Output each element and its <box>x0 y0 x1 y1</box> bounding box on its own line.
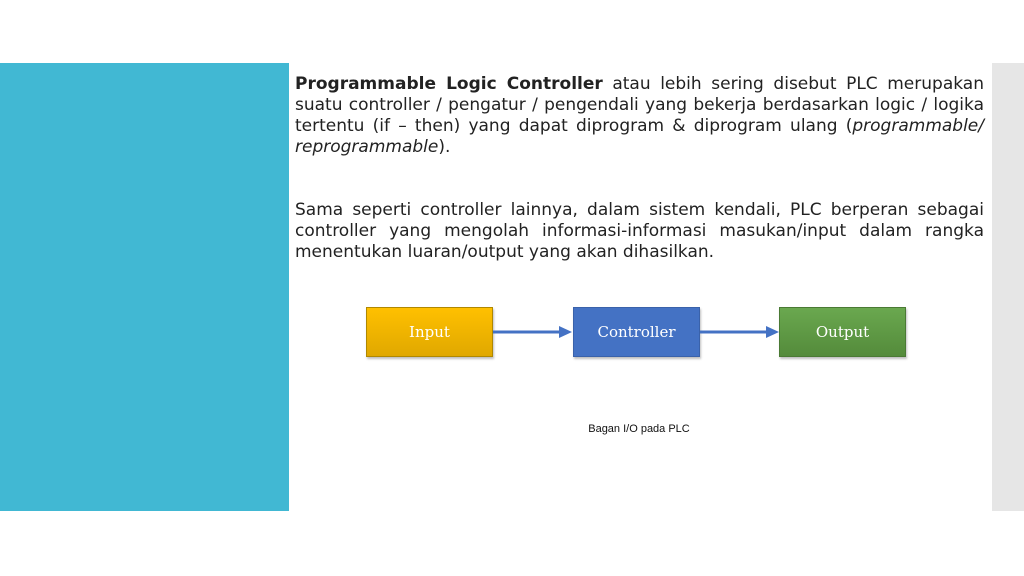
output-box: Output <box>779 307 906 357</box>
input-box: Input <box>366 307 493 357</box>
slide-content <box>295 74 984 263</box>
left-accent-band <box>0 63 289 511</box>
definition-tail: ). <box>438 137 451 157</box>
arrow-input-to-controller <box>493 322 573 342</box>
definition-text: atau lebih sering disebut PLC merupakan suatu controller / pengatur / pengendali yang bekerja berdasarkan logic / logika tertentu (if – then) yang dapat diprogram & diprogram ulang ( <box>295 74 984 136</box>
programmable-term: programmable/ reprogrammable <box>295 116 984 157</box>
plc-term: Programmable Logic Controller <box>295 74 603 94</box>
diagram-caption: Bagan I/O pada PLC <box>588 423 690 435</box>
io-diagram <box>366 307 908 359</box>
arrow-controller-to-output <box>700 322 780 342</box>
paragraph-plc-definition <box>295 74 984 158</box>
controller-box: Controller <box>573 307 700 357</box>
right-accent-band <box>992 63 1024 511</box>
paragraph-plc-role: Sama seperti controller lainnya, dalam sistem kendali, PLC berperan sebagai controller yang mengolah informasi-informasi masukan/input dalam rangka menentukan luaran/output yang akan dihasilkan. <box>295 200 984 262</box>
